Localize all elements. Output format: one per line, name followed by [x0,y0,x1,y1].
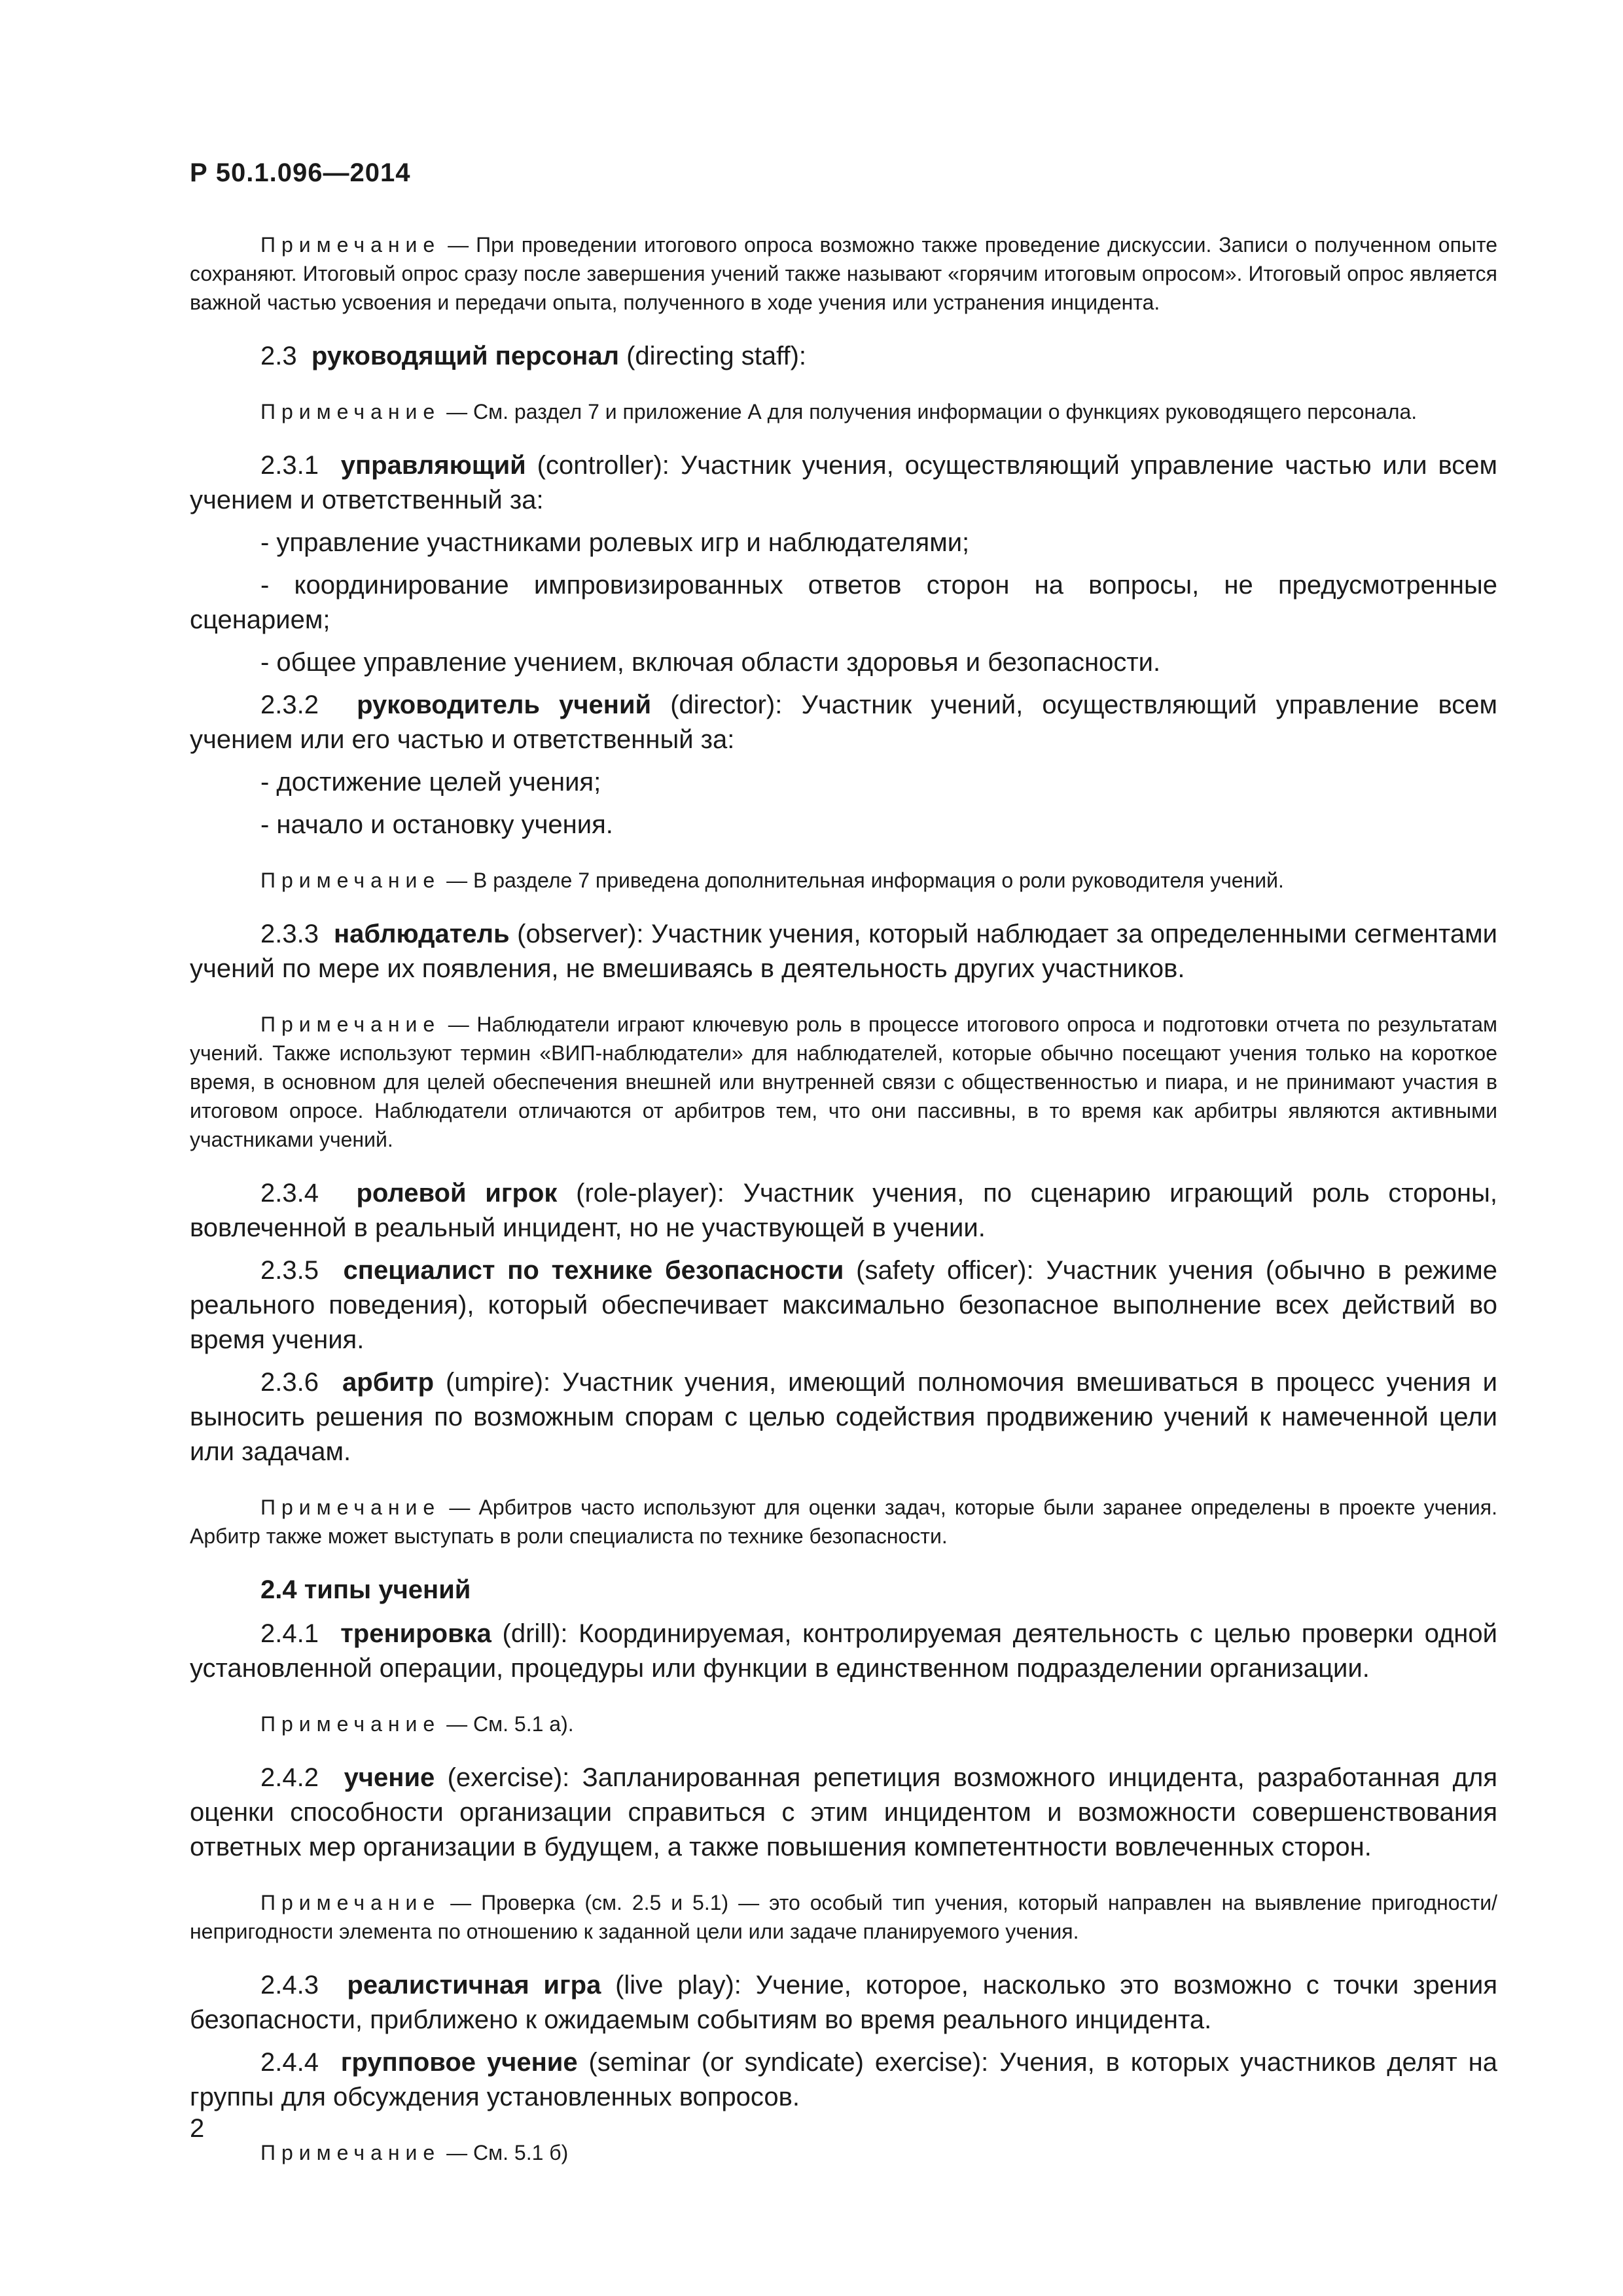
term-definition-text: (seminar (or syndicate) exercise): Учения, в которых участников делят на группы для обсуждения установленных вопросов. [190,2048,1497,2111]
term-definition-text: (umpire): Участник учения, имеющий полномочия вмешиваться в процесс учения и выносить решения по возможным спорам с целью содействия продвижению учений к намеченной цели или задачам. [190,1368,1497,1466]
term-name: групповое учение [340,2048,578,2077]
list-item [190,765,1497,800]
note-text: Арбитров часто используют для оценки задач, которые были заранее определены в проекте учения. Арбитр также может выступать в роли специалиста по технике безопасности. [190,1496,1498,1548]
term-definition [190,1968,1497,2037]
note-dash: — [440,400,473,423]
term-definition [190,1617,1497,1686]
term-name: управляющий [340,451,526,480]
page-number: 2 [190,2114,205,2143]
term-definition-text: (exercise): Запланированная репетиция возможного инцидента, разработанная для оценки способности организации справиться с этим инцидентом и возможности совершенствования ответных мер организации в будущем, а также повышения компетентности вовлеченных сторон. [190,1763,1497,1861]
note-label: Примечание [260,233,441,257]
note-paragraph [190,1710,1497,1738]
note-dash: — [440,1496,479,1519]
note-label: Примечание [260,869,441,892]
term-definition [190,2045,1497,2115]
section-heading [190,1573,1497,1607]
list-item-text: - начало и остановку учения. [260,810,613,839]
term-name: руководящий персонал [311,342,619,370]
term-name: арбитр [342,1368,435,1397]
note-label: Примечание [260,1712,441,1736]
term-number: 2.3 [260,342,297,370]
list-item-text: - общее управление учением, включая области здоровья и безопасности. [260,648,1161,677]
document-body [190,230,1497,2189]
term-definition-text: (observer): Участник учения, который наблюдает за определенными сегментами учений по мере их появления, не вмешиваясь в деятельность других участников. [190,920,1497,983]
note-label: Примечание [260,1496,441,1519]
term-name: реалистичная игра [347,1971,601,2000]
note-paragraph [190,1888,1497,1946]
term-name: ролевой игрок [356,1179,558,1208]
term-number: 2.3.5 [260,1256,319,1285]
term-number: 2.4.3 [260,1971,319,2000]
note-label: Примечание [260,400,441,423]
note-label: Примечание [260,1891,441,1914]
document-code: Р 50.1.096—2014 [190,158,411,187]
note-dash: — [440,233,476,257]
term-definition-text: (live play): Учение, которое, насколько это возможно с точки зрения безопасности, приближено к ожидаемым событиям во время реального инцидента. [190,1971,1497,2034]
term-definition [190,917,1497,986]
list-item-text: - достижение целей учения; [260,768,601,797]
list-item [190,526,1497,560]
note-text: Проверка (см. 2.5 и 5.1) — это особый тип учения, который направлен на выявление пригодности/непригодности элемента по отношению к заданной цели или задаче планируемого учения. [190,1891,1498,1943]
term-number: 2.4.2 [260,1763,319,1792]
term-definition-text: (directing staff): [619,342,807,370]
term-number: 2.4.1 [260,1619,319,1648]
term-definition-text: (controller): Участник учения, осуществляющий управление частью или всем учением и ответственный за: [190,451,1497,514]
term-number: 2.3.2 [260,691,319,719]
note-dash: — [440,869,473,892]
note-text: См. 5.1 б) [473,2141,569,2164]
term-name: тренировка [340,1619,491,1648]
term-name: специалист по технике безопасности [343,1256,844,1285]
note-dash: — [440,1712,473,1736]
section-heading-text: 2.4 типы учений [260,1575,471,1604]
note-text: См. раздел 7 и приложение А для получения информации о функциях руководящего персонала. [473,400,1418,423]
note-label: Примечание [260,2141,441,2164]
term-definition [190,1176,1497,1246]
term-definition [190,339,1497,374]
term-name: учение [344,1763,435,1792]
note-paragraph [190,230,1497,317]
term-name: наблюдатель [334,920,510,948]
note-text: При проведении итогового опроса возможно также проведение дискуссии. Записи о полученном опыте сохраняют. Итоговый опрос сразу после завершения учений также называют «горячим итоговым опросом». Итоговый опрос является важной частью усвоения и передачи опыта, полученного в ходе учения или устранения инцидента. [190,233,1498,314]
term-definition [190,1761,1497,1865]
term-name: руководитель учений [357,691,652,719]
note-text: В разделе 7 приведена дополнительная информация о роли руководителя учений. [473,869,1284,892]
note-dash: — [440,2141,473,2164]
term-number: 2.3.3 [260,920,319,948]
note-paragraph [190,866,1497,895]
list-item [190,645,1497,680]
note-label: Примечание [260,1013,441,1036]
term-number: 2.3.1 [260,451,319,480]
note-text: См. 5.1 а). [473,1712,574,1736]
term-number: 2.4.4 [260,2048,319,2077]
note-dash: — [440,1013,477,1036]
note-paragraph [190,2138,1497,2167]
term-number: 2.3.4 [260,1179,319,1208]
term-definition [190,448,1497,518]
note-paragraph [190,397,1497,426]
term-definition-text: (director): Участник учений, осуществляющий управление всем учением или его частью и ответственный за: [190,691,1497,754]
term-definition [190,1365,1497,1469]
note-paragraph [190,1493,1497,1551]
list-item [190,808,1497,842]
note-paragraph [190,1010,1497,1154]
note-text: Наблюдатели играют ключевую роль в процессе итогового опроса и подготовки отчета по результатам учений. Также используют термин «ВИП-наблюдатели» для наблюдателей, которые обычно посещают учения только на короткое время, в основном для целей обеспечения внешней или внутренней связи с общественностью и пиара, и не принимают участия в итоговом опросе. Наблюдатели отличаются от арбитров тем, что они пассивны, в то время как арбитры являются активными участниками учений. [190,1013,1498,1151]
term-number: 2.3.6 [260,1368,319,1397]
list-item [190,568,1497,637]
note-dash: — [440,1891,482,1914]
list-item-text: - координирование импровизированных ответов сторон на вопросы, не предусмотренные сценарием; [190,571,1497,634]
term-definition [190,688,1497,757]
term-definition-text: (drill): Координируемая, контролируемая деятельность с целью проверки одной установленной операции, процедуры или функции в единственном подразделении организации. [190,1619,1497,1683]
term-definition-text: (safety officer): Участник учения (обычно в режиме реального поведения), который обеспечивает максимально безопасное выполнение всех действий во время учения. [190,1256,1497,1354]
list-item-text: - управление участниками ролевых игр и наблюдателями; [260,528,970,557]
term-definition [190,1253,1497,1357]
term-definition-text: (role-player): Участник учения, по сценарию играющий роль стороны, вовлеченной в реальный инцидент, но не участвующей в учении. [190,1179,1497,1242]
